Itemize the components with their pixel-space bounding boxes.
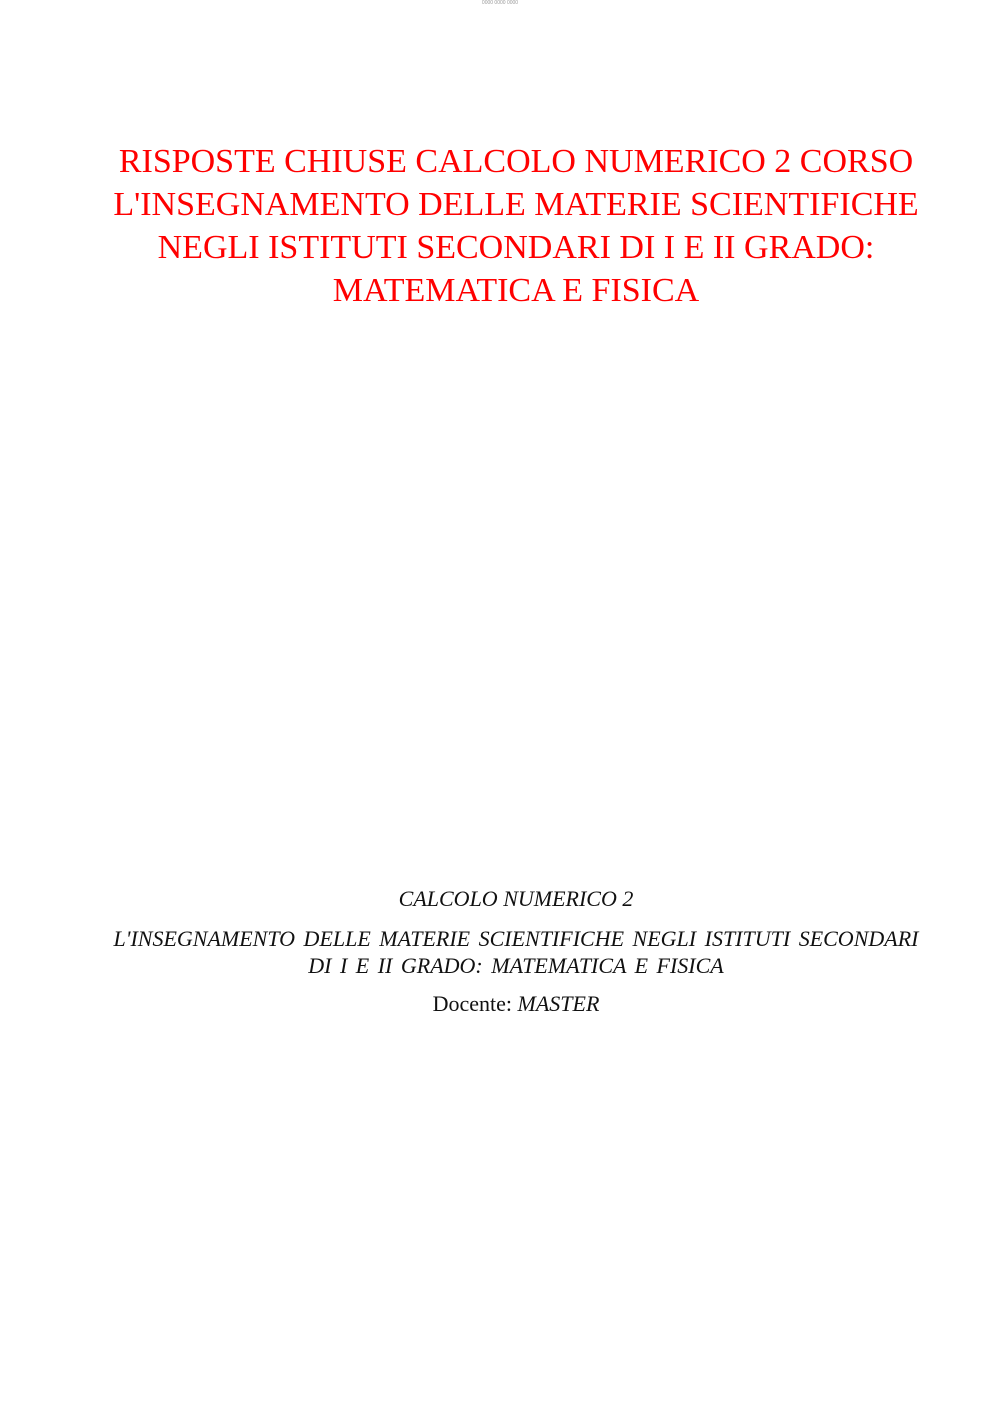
teacher-name: MASTER <box>517 991 600 1016</box>
teacher-label: Docente: <box>432 991 512 1016</box>
course-info <box>100 885 932 1018</box>
header-mark: 0000 0000 0000 <box>481 0 519 6</box>
document-title: RISPOSTE CHIUSE CALCOLO NUMERICO 2 CORSO L'INSEGNAMENTO DELLE MATERIE SCIENTIFICHE NEGLI ISTITUTI SECONDARI DI I E II GRADO: MATEMATICA E FISICA <box>113 143 919 309</box>
course-subtitle: L'INSEGNAMENTO DELLE MATERIE SCIENTIFICHE NEGLI ISTITUTI SECONDARI DI I E II GRADO: MATEMATICA E FISICA <box>113 926 919 978</box>
teacher-line <box>100 990 932 1018</box>
course-name: CALCOLO NUMERICO 2 <box>398 886 634 911</box>
